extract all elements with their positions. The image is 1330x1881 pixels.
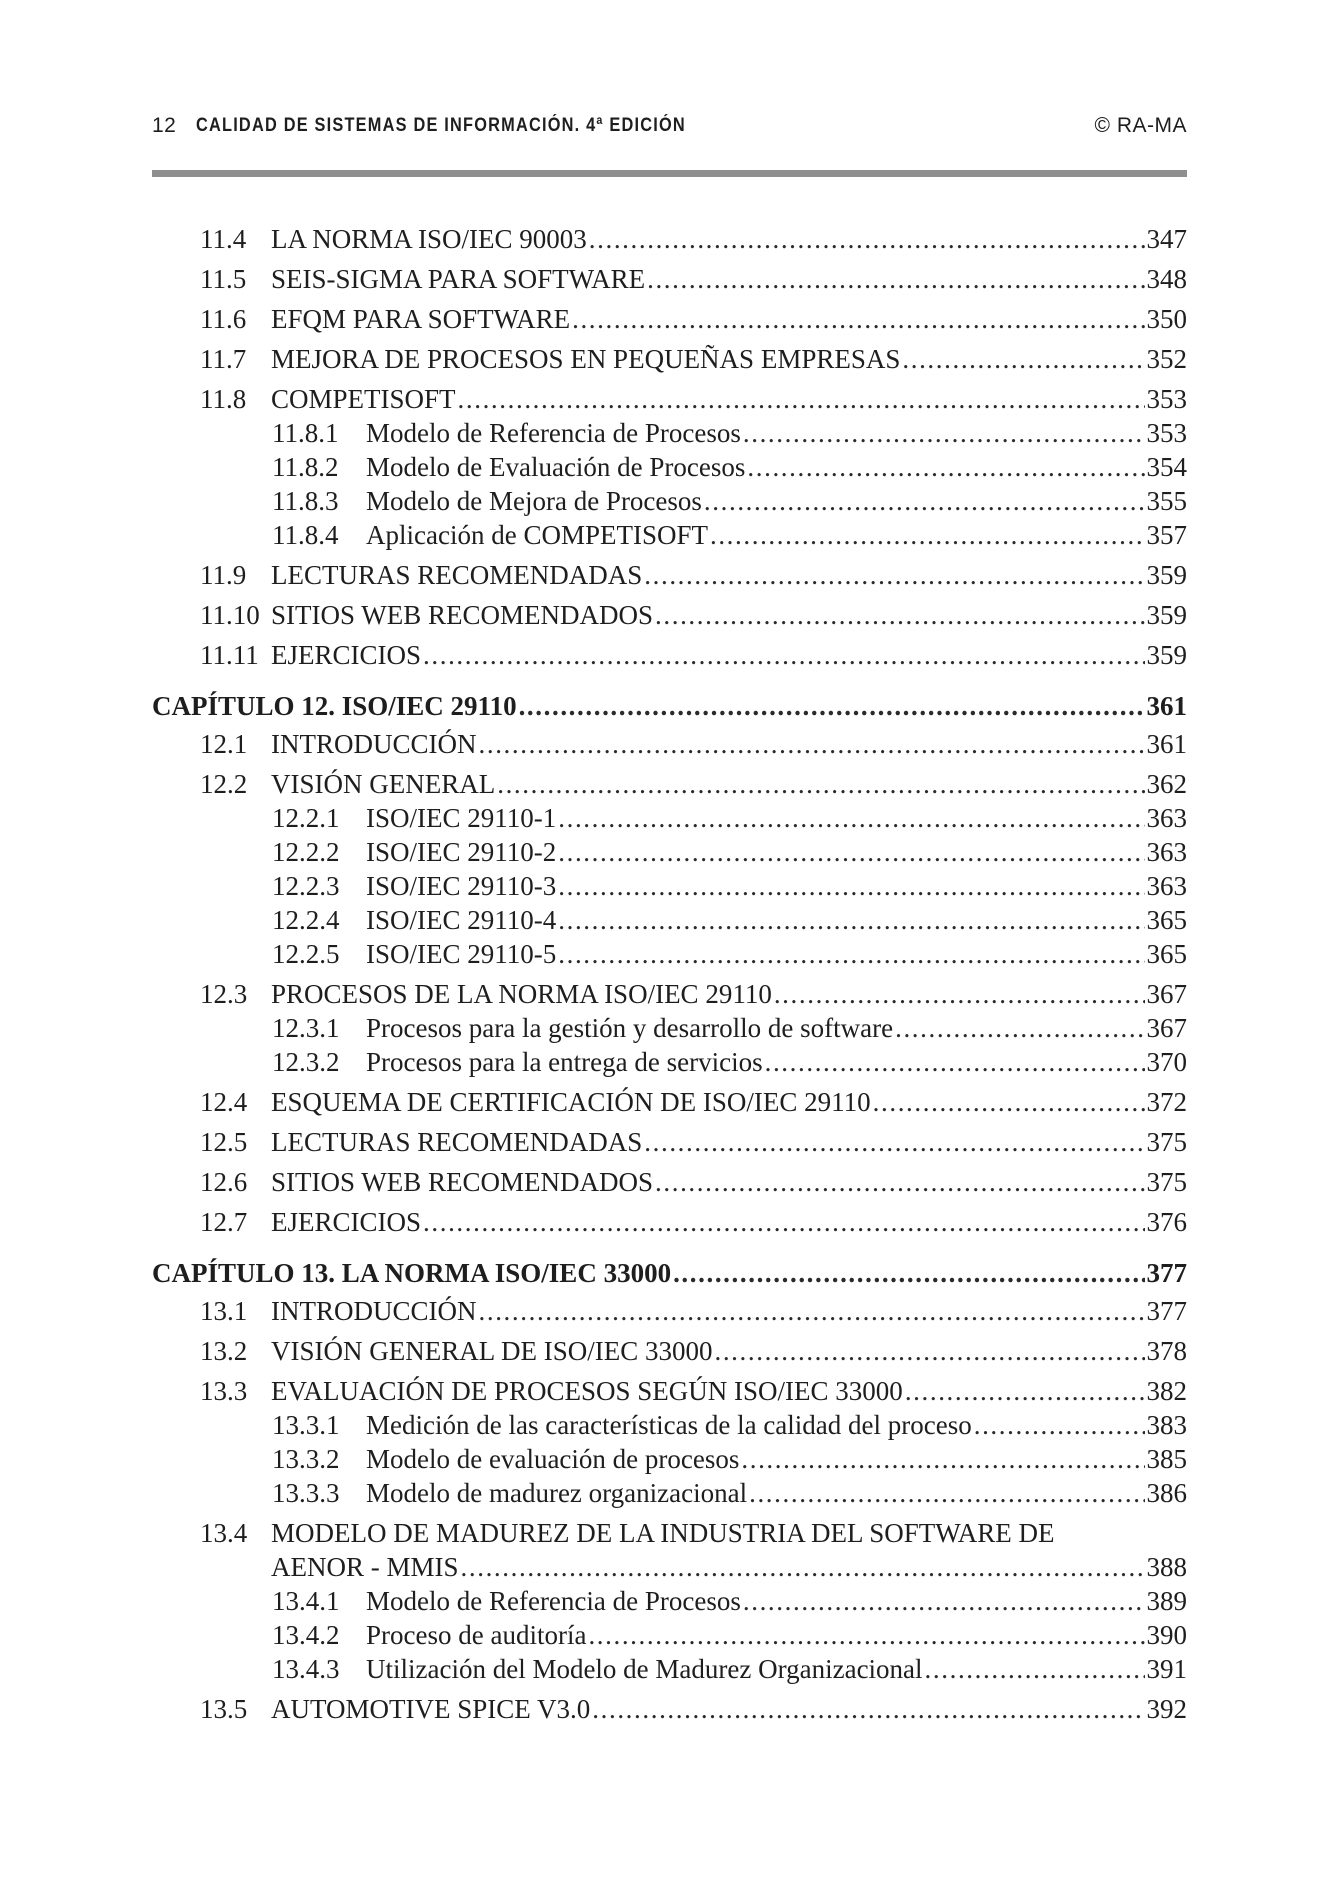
dot-leader [558, 837, 1144, 867]
dot-leader [458, 384, 1145, 414]
toc-page: 391 [1146, 1654, 1187, 1684]
toc-page: 353 [1146, 418, 1187, 448]
toc-page: 352 [1146, 344, 1187, 374]
toc-entry[interactable] [152, 560, 1187, 590]
dot-leader [589, 224, 1145, 254]
toc-title: SITIOS WEB RECOMENDADOS [271, 1167, 654, 1197]
toc-page: 367 [1146, 979, 1187, 1009]
toc-number: 12.2.3 [272, 871, 340, 901]
toc-subentry[interactable] [152, 1478, 1187, 1508]
toc-subentry[interactable] [152, 1013, 1187, 1043]
toc-page: 375 [1146, 1167, 1187, 1197]
toc-title: EJERCICIOS [271, 1207, 422, 1237]
toc-number: 13.5 [200, 1694, 248, 1724]
toc-page: 388 [1146, 1552, 1187, 1582]
toc-number: 12.2.4 [272, 905, 340, 935]
toc-entry[interactable] [152, 1167, 1187, 1197]
toc-title: Aplicación de COMPETISOFT [366, 520, 708, 550]
toc-number: 12.1 [200, 729, 248, 759]
toc-title: ISO/IEC 29110-3 [366, 871, 557, 901]
toc-number: 11.8.4 [272, 520, 339, 550]
toc-title: ISO/IEC 29110-2 [366, 837, 557, 867]
toc-title: LECTURAS RECOMENDADAS [271, 560, 643, 590]
toc-number: 11.7 [200, 344, 247, 374]
toc-page: 359 [1146, 600, 1187, 630]
dot-leader [974, 1410, 1145, 1440]
toc-title: Procesos para la entrega de servicios [366, 1047, 763, 1077]
toc-number: 13.3 [200, 1376, 248, 1406]
toc-entry[interactable] [152, 1376, 1187, 1406]
toc-page: 354 [1146, 452, 1187, 482]
toc-title: Modelo de madurez organizacional [366, 1478, 748, 1508]
toc-number: 12.3.1 [272, 1013, 340, 1043]
page-number: 12 [152, 114, 177, 137]
toc-title: Proceso de auditoría [366, 1620, 587, 1650]
toc-page: 382 [1146, 1376, 1187, 1406]
toc-title: COMPETISOFT [271, 384, 456, 414]
dot-leader [588, 1620, 1144, 1650]
toc-page: 375 [1146, 1127, 1187, 1157]
toc-number: 11.8.2 [272, 452, 339, 482]
dot-leader [655, 1167, 1144, 1197]
toc-title: INTRODUCCIÓN [271, 729, 477, 759]
toc-number: 13.3.3 [272, 1478, 340, 1508]
dot-leader [902, 344, 1144, 374]
toc-page: 357 [1146, 520, 1187, 550]
dot-leader [592, 1694, 1144, 1724]
toc-entry-continuation[interactable] [152, 1552, 1187, 1582]
toc-page: 347 [1146, 224, 1187, 254]
toc-entry[interactable] [152, 264, 1187, 294]
toc-number: 12.5 [200, 1127, 248, 1157]
toc-subentry[interactable] [152, 520, 1187, 550]
toc-title: MEJORA DE PROCESOS EN PEQUEÑAS EMPRESAS [271, 344, 901, 374]
toc-title: EFQM PARA SOFTWARE [271, 304, 571, 334]
toc-subentry[interactable] [152, 939, 1187, 969]
toc-number: 13.4.3 [272, 1654, 340, 1684]
toc-number: 13.1 [200, 1296, 248, 1326]
toc-page: 377 [1146, 1296, 1187, 1326]
toc-number: 13.3.1 [272, 1410, 340, 1440]
toc-title: VISIÓN GENERAL [271, 769, 496, 799]
toc-subentry[interactable] [152, 452, 1187, 482]
dot-leader [895, 1013, 1144, 1043]
dot-leader [774, 979, 1145, 1009]
toc-number: 13.3.2 [272, 1444, 340, 1474]
dot-leader [647, 264, 1144, 294]
toc-number: 11.4 [200, 224, 247, 254]
publisher-mark: © RA-MA [1094, 114, 1187, 137]
toc-title: Medición de las características de la calidad del proceso [366, 1410, 972, 1440]
toc-title: Utilización del Modelo de Madurez Organizacional [366, 1654, 923, 1684]
toc-page: 363 [1146, 871, 1187, 901]
toc-number: 13.4.1 [272, 1586, 340, 1616]
toc-subentry[interactable] [152, 1410, 1187, 1440]
dot-leader [479, 1296, 1145, 1326]
dot-leader [644, 560, 1144, 590]
toc-entry[interactable] [152, 1087, 1187, 1117]
toc-title: ISO/IEC 29110-1 [366, 803, 557, 833]
toc-entry[interactable] [152, 344, 1187, 374]
toc-page: 350 [1146, 304, 1187, 334]
toc-number: 12.2 [200, 769, 248, 799]
toc-title: Modelo de Referencia de Procesos [366, 1586, 741, 1616]
toc-subentry[interactable] [152, 1444, 1187, 1474]
toc-title: LECTURAS RECOMENDADAS [271, 1127, 643, 1157]
toc-subentry[interactable] [152, 1586, 1187, 1616]
toc-page: 390 [1146, 1620, 1187, 1650]
toc-subentry[interactable] [152, 803, 1187, 833]
toc-page: 353 [1146, 384, 1187, 414]
dot-leader [747, 452, 1144, 482]
toc-number: 13.4 [200, 1518, 248, 1548]
toc-number: 12.3.2 [272, 1047, 340, 1077]
toc-page: 359 [1146, 640, 1187, 670]
toc-page: 361 [1146, 691, 1187, 721]
dot-leader [741, 1444, 1144, 1474]
toc-page: 385 [1146, 1444, 1187, 1474]
toc-entry[interactable] [152, 224, 1187, 254]
toc-title: Procesos para la gestión y desarrollo de software [366, 1013, 894, 1043]
toc-title: AUTOMOTIVE SPICE V3.0 [271, 1694, 591, 1724]
toc-number: 12.4 [200, 1087, 248, 1117]
toc-title: INTRODUCCIÓN [271, 1296, 477, 1326]
toc-page: 389 [1146, 1586, 1187, 1616]
toc-subentry[interactable] [152, 871, 1187, 901]
toc-subentry[interactable] [152, 1654, 1187, 1684]
toc-entry[interactable] [152, 1336, 1187, 1366]
toc-subentry[interactable] [152, 905, 1187, 935]
toc-number: 13.4.2 [272, 1620, 340, 1650]
chapter-title: CAPÍTULO 13. LA NORMA ISO/IEC 33000 [152, 1258, 672, 1288]
dot-leader [704, 486, 1145, 516]
toc-title: SITIOS WEB RECOMENDADOS [271, 600, 654, 630]
toc-number: 11.6 [200, 304, 247, 334]
toc-number: 12.3 [200, 979, 248, 1009]
dot-leader [558, 939, 1144, 969]
toc-number: 11.5 [200, 264, 247, 294]
toc-number: 11.8.1 [272, 418, 339, 448]
toc-number: 13.2 [200, 1336, 248, 1366]
dot-leader [558, 871, 1144, 901]
toc-title: Modelo de Mejora de Procesos [366, 486, 702, 516]
toc-page: 370 [1146, 1047, 1187, 1077]
toc-page: 362 [1146, 769, 1187, 799]
toc-title: ISO/IEC 29110-4 [366, 905, 557, 935]
dot-leader [479, 729, 1145, 759]
dot-leader [644, 1127, 1144, 1157]
toc-number: 11.8 [200, 384, 247, 414]
toc-title: ISO/IEC 29110-5 [366, 939, 557, 969]
toc-entry[interactable] [152, 304, 1187, 334]
toc-title-line1: MODELO DE MADUREZ DE LA INDUSTRIA DEL SOFTWARE DE [271, 1518, 1055, 1548]
toc-title: LA NORMA ISO/IEC 90003 [271, 224, 587, 254]
toc-number: 11.11 [200, 640, 259, 670]
dot-leader [743, 418, 1145, 448]
toc-page: 367 [1146, 1013, 1187, 1043]
book-title: CALIDAD DE SISTEMAS DE INFORMACIÓN. 4ª EDICIÓN [196, 115, 686, 136]
dot-leader [423, 1207, 1144, 1237]
toc-number: 12.7 [200, 1207, 248, 1237]
toc-entry[interactable] [152, 1207, 1187, 1237]
toc-entry[interactable] [152, 384, 1187, 414]
dot-leader [710, 520, 1145, 550]
toc-page: 363 [1146, 837, 1187, 867]
chapter-title: CAPÍTULO 12. ISO/IEC 29110 [152, 691, 517, 721]
toc-subentry[interactable] [152, 1620, 1187, 1650]
header-rule [152, 170, 1187, 177]
dot-leader [558, 803, 1144, 833]
dot-leader [743, 1586, 1145, 1616]
toc-entry[interactable] [152, 769, 1187, 799]
toc-page: 365 [1146, 905, 1187, 935]
dot-leader [749, 1478, 1144, 1508]
toc-number: 12.6 [200, 1167, 248, 1197]
toc-subentry[interactable] [152, 486, 1187, 516]
toc-entry[interactable] [152, 640, 1187, 670]
toc-title: EJERCICIOS [271, 640, 422, 670]
toc-title: VISIÓN GENERAL DE ISO/IEC 33000 [271, 1336, 713, 1366]
toc-page: 377 [1146, 1258, 1187, 1288]
toc-page: 359 [1146, 560, 1187, 590]
dot-leader [655, 600, 1144, 630]
toc-subentry[interactable] [152, 837, 1187, 867]
toc-page: 348 [1146, 264, 1187, 294]
dot-leader [873, 1087, 1145, 1117]
dot-leader [673, 1258, 1144, 1288]
toc-chapter[interactable] [152, 691, 1187, 721]
toc-title: ESQUEMA DE CERTIFICACIÓN DE ISO/IEC 29110 [271, 1087, 871, 1117]
toc-title: Modelo de Evaluación de Procesos [366, 452, 746, 482]
dot-leader [423, 640, 1144, 670]
toc-number: 11.8.3 [272, 486, 339, 516]
toc-page: 363 [1146, 803, 1187, 833]
toc-page: 386 [1146, 1478, 1187, 1508]
toc-title: EVALUACIÓN DE PROCESOS SEGÚN ISO/IEC 33000 [271, 1376, 903, 1406]
toc-page: 378 [1146, 1336, 1187, 1366]
toc-number: 12.2.5 [272, 939, 340, 969]
toc-chapter[interactable] [152, 1258, 1187, 1288]
toc-entry[interactable] [152, 729, 1187, 759]
toc-title: Modelo de Referencia de Procesos [366, 418, 741, 448]
table-of-contents [152, 224, 1187, 1724]
dot-leader [905, 1376, 1145, 1406]
toc-page: 383 [1146, 1410, 1187, 1440]
toc-title: SEIS-SIGMA PARA SOFTWARE [271, 264, 646, 294]
dot-leader [497, 769, 1144, 799]
toc-subentry[interactable] [152, 1047, 1187, 1077]
dot-leader [925, 1654, 1145, 1684]
toc-entry[interactable] [152, 979, 1187, 1009]
toc-entry[interactable] [152, 1694, 1187, 1724]
toc-page: 392 [1146, 1694, 1187, 1724]
toc-page: 365 [1146, 939, 1187, 969]
dot-leader [572, 304, 1144, 334]
toc-page: 376 [1146, 1207, 1187, 1237]
dot-leader [519, 691, 1145, 721]
toc-page: 355 [1146, 486, 1187, 516]
toc-title: AENOR - MMIS [271, 1552, 459, 1582]
toc-entry[interactable] [152, 600, 1187, 630]
toc-page: 372 [1146, 1087, 1187, 1117]
toc-number: 12.2.1 [272, 803, 340, 833]
toc-entry[interactable] [152, 1127, 1187, 1157]
toc-number: 11.9 [200, 560, 247, 590]
toc-entry[interactable] [152, 1296, 1187, 1326]
dot-leader [714, 1336, 1144, 1366]
dot-leader [558, 905, 1144, 935]
dot-leader [765, 1047, 1145, 1077]
toc-page: 361 [1146, 729, 1187, 759]
toc-title: Modelo de evaluación de procesos [366, 1444, 740, 1474]
dot-leader [461, 1552, 1145, 1582]
toc-subentry[interactable] [152, 418, 1187, 448]
toc-number: 11.10 [200, 600, 260, 630]
toc-title: PROCESOS DE LA NORMA ISO/IEC 29110 [271, 979, 772, 1009]
running-header [152, 110, 1187, 142]
toc-entry-first-line[interactable] [152, 1518, 1187, 1548]
toc-number: 12.2.2 [272, 837, 340, 867]
